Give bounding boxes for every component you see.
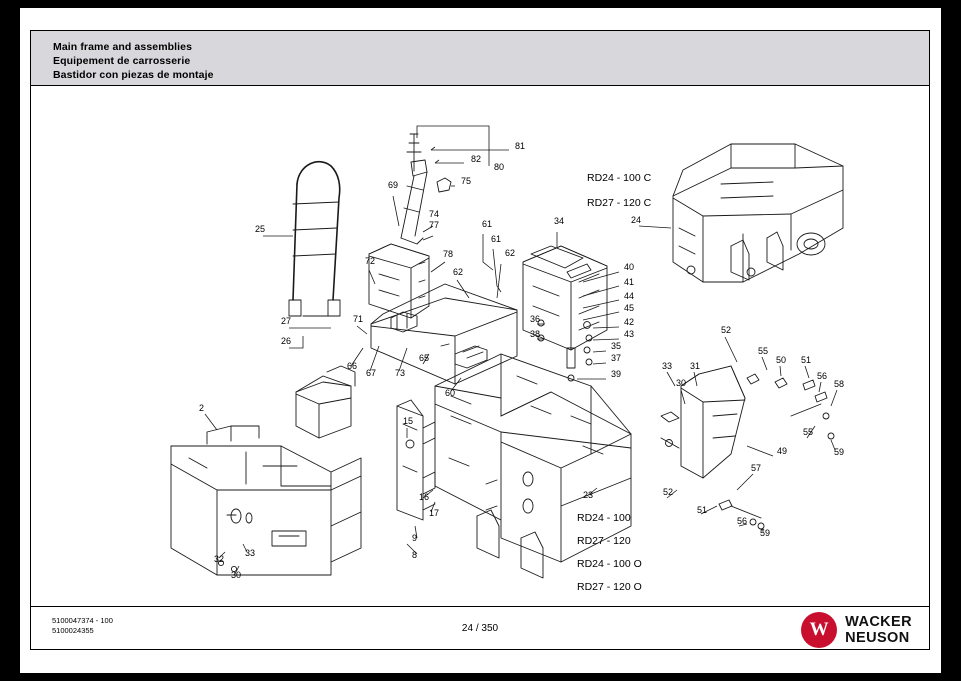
callout-leaders [205,126,837,574]
document-code-1: 5100047374 - 100 [52,616,113,625]
callout-number: 36 [530,314,541,324]
callout-number: 16 [419,492,430,502]
callout-number: 30 [676,378,687,388]
callout-number: 42 [624,317,635,327]
callout-number: 82 [471,154,482,164]
logo-mark-letter: W [809,619,829,640]
callout-number: 23 [583,490,594,500]
logo-wordmark [845,614,912,646]
part-canopy-frame [673,144,843,282]
callout-number: 69 [388,180,399,190]
callout-number: 27 [281,316,292,326]
callout-number: 24 [631,215,642,225]
model-variant-label: RD24 - 100 C [587,172,652,184]
callout-number: 67 [366,368,377,378]
part-operator-deck [371,284,517,384]
callout-number: 62 [505,248,516,258]
callout-number: 77 [429,220,440,230]
callout-number: 55 [758,346,769,356]
callout-number: 65 [419,353,430,363]
callout-number: 51 [697,505,708,515]
page-sheet [20,8,941,673]
callout-number: 40 [624,262,635,272]
callout-number: 44 [624,291,635,301]
document-code-2: 5100024355 [52,626,94,635]
callout-number: 33 [662,361,673,371]
callout-number: 57 [751,463,762,473]
exploded-parts-diagram [31,86,929,606]
callout-number: 75 [461,176,472,186]
callout-number: 51 [801,355,812,365]
part-rear-frame-box [171,426,361,575]
callout-number: 59 [760,528,771,538]
logo-line-2: NEUSON [845,630,910,646]
callout-number: 25 [255,224,266,234]
title-line-fr: Equipement de carrosserie [53,55,191,67]
callout-number: 80 [494,162,505,172]
footer-block [30,606,930,650]
callout-number: 41 [624,277,635,287]
callout-number: 31 [690,361,701,371]
callout-number: 74 [429,209,440,219]
title-block [30,30,930,86]
callout-number: 39 [611,369,622,379]
callout-number: 30 [231,570,242,580]
model-variant-label: RD27 - 120 C [587,197,652,209]
wacker-neuson-logo [801,612,912,648]
callout-number: 26 [281,336,292,346]
part-hardware-cluster-right [661,374,834,529]
callout-number: 61 [491,234,502,244]
callout-number: 32 [214,554,225,564]
part-hardware-cluster-left [538,320,592,381]
callout-number: 38 [530,329,541,339]
callout-number: 56 [737,516,748,526]
callout-number: 73 [395,368,406,378]
callout-number: 8 [412,550,418,560]
callout-number: 49 [777,446,788,456]
model-variant-label: RD27 - 120 [577,535,631,547]
callout-number: 17 [429,508,440,518]
diagram-svg [31,86,929,606]
callout-number: 78 [443,249,454,259]
callout-number: 43 [624,329,635,339]
part-left-upper-bracket [296,366,355,438]
callout-number: 58 [834,379,845,389]
callout-number: 2 [199,403,205,413]
callout-number: 55 [803,427,814,437]
callout-number: 81 [515,141,526,151]
callout-number: 34 [554,216,565,226]
part-rops-handle [293,162,340,300]
callout-number: 15 [403,416,414,426]
callout-number: 52 [663,487,674,497]
callout-number: 45 [624,303,635,313]
callout-number: 71 [353,314,364,324]
callout-number: 66 [347,361,358,371]
title-line-en: Main frame and assemblies [53,41,193,53]
model-variant-label: RD24 - 100 [577,512,631,524]
part-steering-column [401,134,451,244]
model-variant-labels [577,172,652,593]
callout-number: 33 [245,548,256,558]
part-right-fender [681,366,745,478]
page-number: 24 / 350 [461,623,499,634]
model-variant-label: RD24 - 100 O [577,558,642,570]
callout-number: 62 [453,267,464,277]
callout-number: 61 [482,219,493,229]
callout-number: 52 [721,325,732,335]
callout-number: 60 [445,388,456,398]
callout-number: 37 [611,353,622,363]
title-line-es: Bastidor con piezas de montaje [53,69,214,81]
logo-mark-icon [801,612,837,648]
model-variant-label: RD27 - 120 O [577,581,642,593]
callout-number: 35 [611,341,622,351]
logo-line-1: WACKER [845,614,912,630]
callout-number: 59 [834,447,845,457]
callout-number: 72 [365,256,376,266]
callout-number: 56 [817,371,828,381]
callout-number: 9 [412,533,418,543]
callout-number: 50 [776,355,787,365]
